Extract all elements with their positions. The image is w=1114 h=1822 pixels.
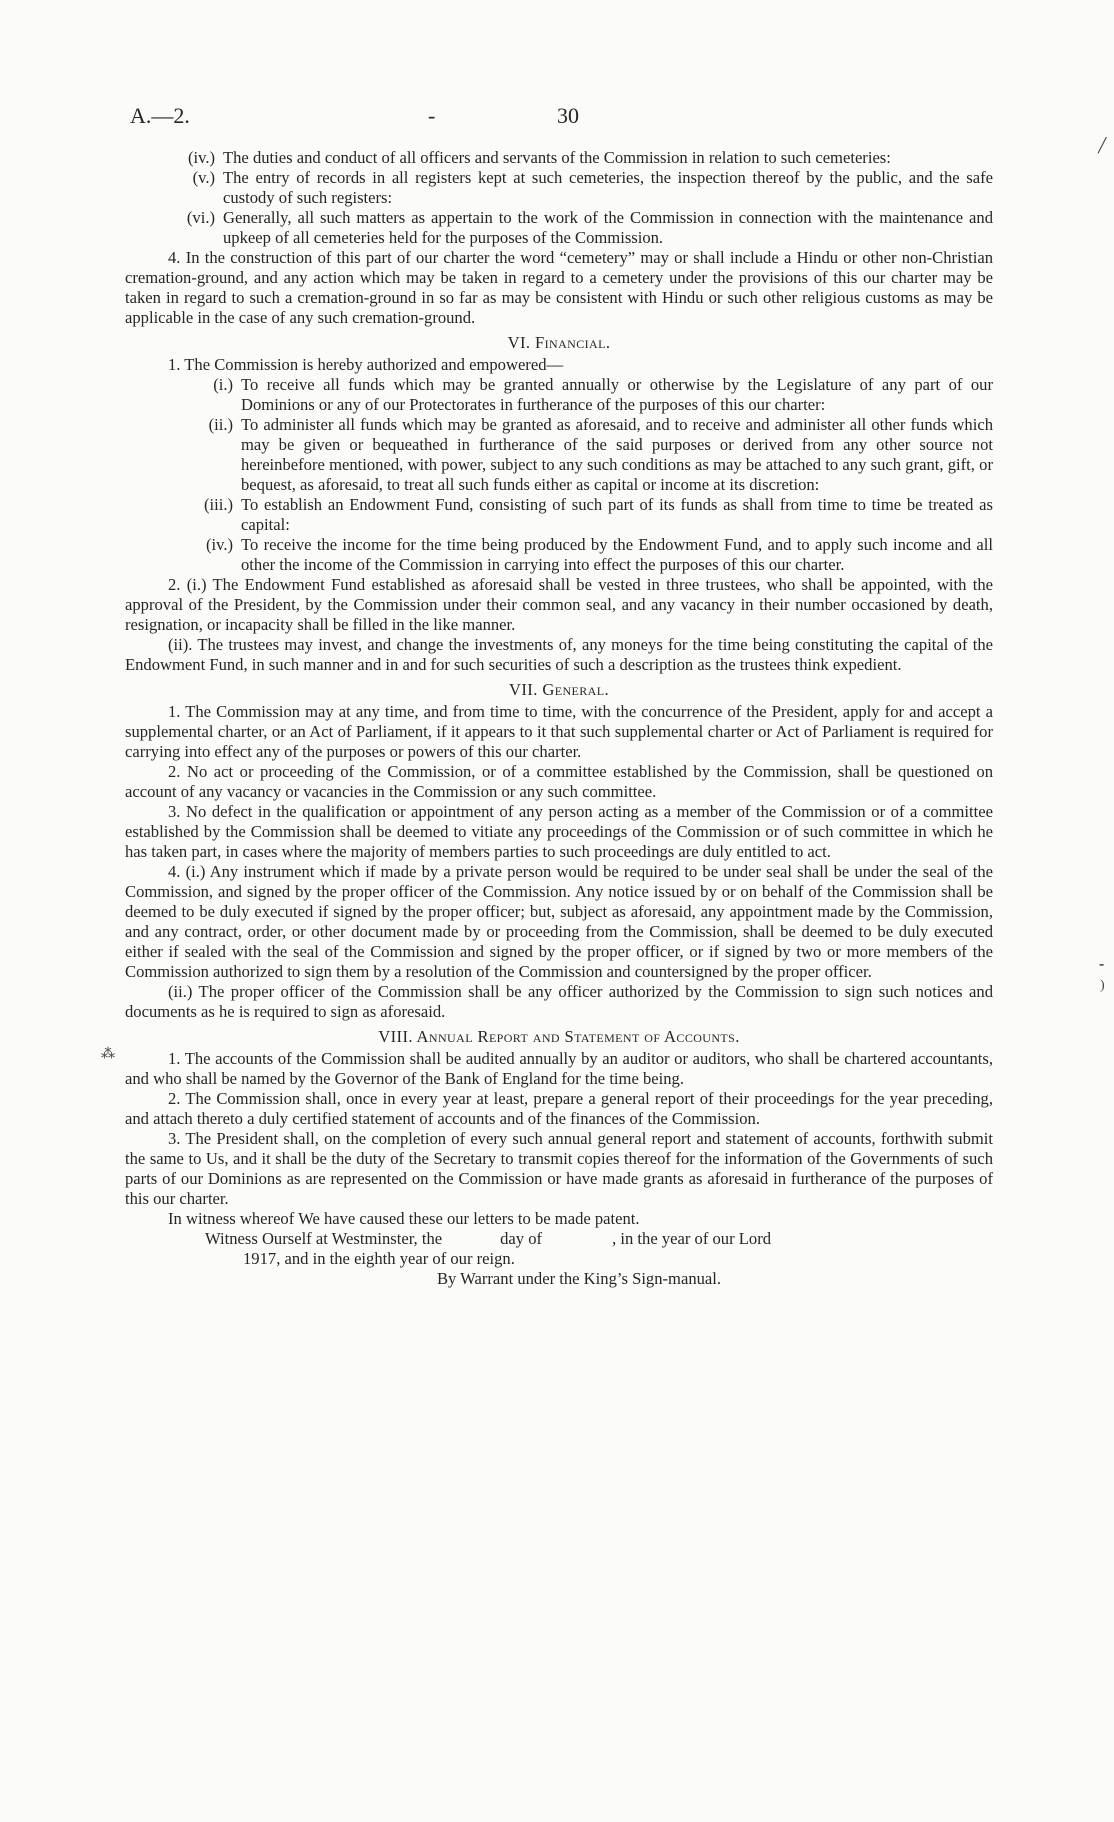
financial-intro: 1. The Commission is hereby authorized and empowered— xyxy=(168,355,564,374)
list-item xyxy=(125,375,993,415)
item-text: To receive the income for the time being produced by the Endowment Fund, and to apply such income and all other the income of the Commission in carrying into effect the purposes of this our charter. xyxy=(241,535,993,574)
item-text: To administer all funds which may be granted as aforesaid, and to receive and administer all other funds which may be given or bequeathed in furtherance of the said purposes or derived from any other source not hereinbefore mentioned, with power, subject to any such conditions as may be attached to any such grant, gift, or bequest, as aforesaid, to treat all such funds either as capital or income at its discretion: xyxy=(241,415,993,494)
margin-mark: ⁃ xyxy=(1098,959,1105,974)
item-number: (ii.) xyxy=(208,415,233,434)
item-text: The entry of records in all registers kept at such cemeteries, the inspection thereof by the public, and the safe custody of such registers: xyxy=(223,168,993,207)
cemetery-items-list xyxy=(125,148,993,248)
list-item xyxy=(125,168,993,208)
section-heading-general: VII. General. xyxy=(509,680,609,699)
item-number: (i.) xyxy=(213,375,233,394)
annual-report-paragraph: 1. The accounts of the Commission shall be audited annually by an auditor or auditors, who shall be chartered accountants, and who shall be named by the Governor of the Bank of England for the time being. xyxy=(125,1049,993,1088)
financial-powers-list xyxy=(125,375,993,575)
item-text: To establish an Endowment Fund, consisting of such part of its funds as shall from time to time be treated as capital: xyxy=(241,495,993,534)
general-paragraph: 2. No act or proceeding of the Commission, or of a committee established by the Commission, shall be questioned on account of any vacancy or vacancies in the Commission or any such committee. xyxy=(125,762,993,801)
cemetery-definition-clause: 4. In the construction of this part of our charter the word “cemetery” may or shall include a Hindu or other non-Christian cremation-ground, and any action which may be taken in regard to a cemetery under the provisions of this our charter may be taken in regard to such a cremation-ground in so far as may be consistent with Hindu or such other religious customs as may be applicable in the case of any such cremation-ground. xyxy=(125,248,993,327)
list-item xyxy=(125,148,993,168)
section-heading-financial: VI. Financial. xyxy=(507,333,611,352)
general-paragraph: 4. (i.) Any instrument which if made by a private person would be required to be under seal shall be under the seal of the Commission, and signed by the proper officer of the Commission. Any notice issued by or on behalf of the Commission shall be deemed to be duly executed if signed by the proper officer; but, subject as aforesaid, any appointment made by the Commission, and any contract, order, or other document made by or proceeding from the Commission, shall be deemed to be duly executed either if sealed with the seal of the Commission and signed by the proper officer, or if signed by two or more members of the Commission authorized to sign them by a resolution of the Commission and countersigned by the proper officer. xyxy=(125,862,993,981)
list-item xyxy=(125,535,993,575)
general-paragraph: (ii.) The proper officer of the Commission shall be any officer authorized by the Commission to sign such notices and documents as he is required to sign as aforesaid. xyxy=(125,982,993,1021)
annual-report-paragraph: 2. The Commission shall, once in every year at least, prepare a general report of their proceedings for the year preceding, and attach thereto a duly certified statement of accounts and of the finances of the Commission. xyxy=(125,1089,993,1128)
endowment-trustees-paragraph: 2. (i.) The Endowment Fund established as aforesaid shall be vested in three trustees, who shall be appointed, with the approval of the President, by the Commission under their common seal, and any vacancy in their number occasioned by death, resignation, or incapacity shall be filled in the like manner. xyxy=(125,575,993,634)
closing-block xyxy=(125,1209,993,1289)
list-item xyxy=(125,208,993,248)
margin-mark: ) xyxy=(1100,978,1105,993)
witness-ourself-line xyxy=(125,1229,993,1249)
witness-place: Witness Ourself at Westminster, the xyxy=(205,1229,443,1248)
item-number: (iii.) xyxy=(203,495,233,514)
header-dash: - xyxy=(428,103,436,128)
margin-mark: ╱ xyxy=(1098,139,1107,154)
item-number: (iv.) xyxy=(187,148,215,167)
margin-mark: ⁂ xyxy=(101,1047,115,1062)
day-of-label: day of xyxy=(500,1229,543,1248)
list-item xyxy=(125,415,993,495)
page-number: 30 xyxy=(557,103,579,128)
year-of-lord-label: , in the year of our Lord xyxy=(612,1229,772,1248)
trustees-investment-paragraph: (ii). The trustees may invest, and change the investments of, any moneys for the time being constituting the capital of the Endowment Fund, in such manner and in and for such securities of such a description as the trustees think expedient. xyxy=(125,635,993,674)
item-number: (v.) xyxy=(192,168,215,187)
witness-clause: In witness whereof We have caused these our letters to be made patent. xyxy=(168,1209,640,1228)
item-text: Generally, all such matters as appertain to the work of the Commission in connection with the maintenance and upkeep of all cemeteries held for the purposes of the Commission. xyxy=(223,208,993,247)
document-body xyxy=(125,148,993,1289)
page-header xyxy=(130,103,990,133)
annual-report-paragraph: 3. The President shall, on the completion of every such annual general report and statement of accounts, forthwith submit the same to Us, and it shall be the duty of the Secretary to transmit copies thereof for the information of the Governments of such parts of our Dominions as are represented on the Commission or have made grants as aforesaid in furtherance of the purposes of this our charter. xyxy=(125,1129,993,1208)
document-reference: A.—2. xyxy=(130,103,190,128)
item-number: (vi.) xyxy=(186,208,215,227)
regnal-year-line: 1917, and in the eighth year of our reign. xyxy=(243,1249,515,1268)
general-paragraph: 3. No defect in the qualification or appointment of any person acting as a member of the Commission or of a committee established by the Commission shall be deemed to vitiate any proceedings of the Commission or of such committee in which he has taken part, in cases where the majority of members parties to such proceedings are duly entitled to act. xyxy=(125,802,993,861)
list-item xyxy=(125,495,993,535)
warrant-line: By Warrant under the King’s Sign-manual. xyxy=(436,1269,722,1288)
general-paragraph: 1. The Commission may at any time, and from time to time, with the concurrence of the President, apply for and accept a supplemental charter, or an Act of Parliament, if it appears to it that such supplemental charter or Act of Parliament is required for carrying into effect any of the purposes or powers of this our charter. xyxy=(125,702,993,761)
item-text: To receive all funds which may be granted annually or otherwise by the Legislature of any part of our Dominions or any of our Protectorates in furtherance of the purposes of this our charter: xyxy=(241,375,993,414)
section-heading-annual-report: VIII. Annual Report and Statement of Accounts. xyxy=(378,1027,740,1046)
item-number: (iv.) xyxy=(205,535,233,554)
item-text: The duties and conduct of all officers and servants of the Commission in relation to such cemeteries: xyxy=(223,148,891,167)
